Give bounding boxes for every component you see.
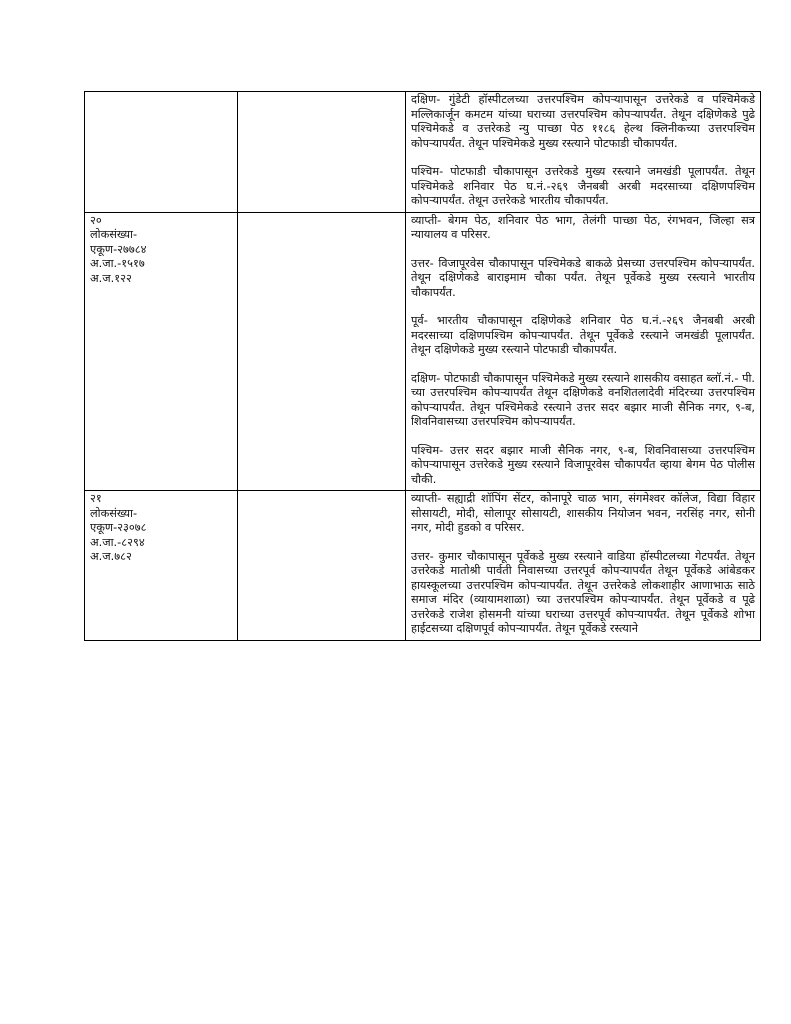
empty-cell	[238, 491, 406, 641]
boundary-paragraph: दक्षिण- गुंडेटी हॉस्पीटलच्या उत्तरपश्चिम कोपऱ्यापासून उत्तरेकडे व पश्चिमेकडे मल्लिकार्जून कमटम यांच्या घराच्या उत्तरपश्चिम कोपऱ्यापर्यंत. तेथून दक्षिणेकडे पुढे पश्चिमेकडे व उत्तरेकडे न्यु पाच्छा पेठ ११८६ हेल्थ क्लिनीकच्या उत्तरपश्चिम कोपऱ्यापर्यंत. तेथून पश्चिमेकडे मुख्य रस्त्याने पोटफाडी चौकापर्यंत.	[411, 93, 755, 150]
boundary-paragraph: पश्चिम- पोटफाडी चौकापासून उत्तरेकडे मुख्य रस्त्याने जमखंडी पूलापर्यंत. तेथून पश्चिमेकडे शनिवार पेठ घ.नं.-२६९ जैनबबी अरबी मदरसाच्या दक्षिणपश्चिम कोपऱ्यापर्यंत. तेथून उत्तरेकडे भारतीय चौकापर्यंत.	[411, 165, 755, 207]
ward-number: २१	[90, 492, 102, 505]
empty-cell	[238, 212, 406, 491]
population-total: एकूण-२७७८४	[90, 242, 147, 256]
population-st: अ.ज.१२२	[90, 271, 132, 285]
population-sc: अ.जा.-८२९४	[90, 535, 145, 549]
ward-boundary-table	[84, 91, 761, 641]
population-total: एकूण-२३०७८	[90, 521, 147, 534]
boundary-paragraph: व्याप्ती- सह्याद्री शॉपिंग सेंटर, कोनापूरे चाळ भाग, संगमेश्वर कॉलेज, विद्या विहार सोसायटी, मोदी, सोलापूर सोसायटी, शासकीय नियोजन भवन, नरसिंह नगर, सोनी नगर, मोदी हुडको व परिसर.	[411, 492, 755, 534]
population-label: लोकसंख्या-	[90, 506, 138, 520]
boundary-paragraph: उत्तर- विजापूरवेस चौकापासून पश्चिमेकडे बाकळे प्रेसच्या उत्तरपश्चिम कोपऱ्यापर्यंत. तेथून दक्षिणेकडे बाराइमाम चौका पर्यंत. तेथून पूर्वेकडे मुख्य रस्त्याने भारतीय चौकापर्यंत.	[411, 256, 755, 299]
boundary-paragraph: पूर्व- भारतीय चौकापासून दक्षिणेकडे शनिवार पेठ घ.नं.-२६९ जैनबबी अरबी मदरसाच्या दक्षिणपश्चिम कोपऱ्यापर्यंत. तेथून पूर्वेकडे रस्त्याने जमखंडी पूलापर्यंत. तेथून दक्षिणेकडे मुख्य रस्त्याने पोटफाडी चौकापर्यंत.	[411, 314, 755, 356]
population-label: लोकसंख्या-	[90, 228, 138, 241]
boundary-description-cell	[406, 92, 761, 213]
population-sc: अ.जा.-१५१७	[90, 257, 145, 270]
ward-row	[85, 92, 761, 213]
boundary-paragraph: पश्चिम- उत्तर सदर बझार माजी सैनिक नगर, ९-ब, शिवनिवासच्या उत्तरपश्चिम कोपऱ्यापासून उत्तरेकडे मुख्य रस्त्याने विजापूरवेस चौकापर्यंत व्हाया बेगम पेठ पोलीस चौकी.	[411, 443, 755, 486]
ward-info-cell	[85, 92, 238, 213]
boundary-paragraph: व्याप्ती- बेगम पेठ, शनिवार पेठ भाग, तेलंगी पाच्छा पेठ, रंगभवन, जिल्हा सत्र न्यायालय व परिसर.	[411, 213, 755, 241]
population-st: अ.ज.७८२	[90, 550, 132, 563]
ward-info-cell	[85, 491, 238, 641]
table-body	[85, 92, 761, 641]
boundary-paragraph: दक्षिण- पोटफाडी चौकापासून पश्चिमेकडे मुख्य रस्त्याने शासकीय वसाहत ब्लॉ.नं.- पी. च्या उत्तरपश्चिम कोपऱ्यापर्यंत तेथून दक्षिणेकडे वनशितलादेवी मंदिरच्या उत्तरपश्चिम कोपऱ्यापर्यंत. तेथून पश्चिमेकडे रस्त्याने उत्तर सदर बझार माजी सैनिक नगर, ९-ब, शिवनिवासच्या उत्तरपश्चिम कोपऱ्यापर्यंत.	[411, 371, 755, 428]
ward-row	[85, 212, 761, 491]
boundary-paragraph: उत्तर- कुमार चौकापासून पूर्वेकडे मुख्य रस्त्याने वाडिया हॉस्पीटलच्या गेटपर्यंत. तेथून उत्तरेकडे मातोश्री पार्वती निवासच्या उत्तरपूर्व कोपऱ्यापर्यंत तेथून पूर्वेकडे आंबेडकर हायस्कूलच्या उत्तरपश्चिम कोपऱ्यापर्यंत. तेथून उत्तरेकडे लोकशाहीर आणाभाऊ साठे समाज मंदिर (व्यायामशाळा) च्या उत्तरपश्चिम कोपऱ्यापर्यंत. तेथून पूर्वेकडे व पूढे उत्तरेकडे राजेश होसमनी यांच्या घराच्या उत्तरपूर्व कोपऱ्यापर्यंत. तेथून पूर्वेकडे शोभा हाईटसच्या दक्षिणपूर्व कोपऱ्यापर्यंत. तेथून पूर्वेकडे रस्त्याने	[411, 549, 755, 635]
ward-info-cell	[85, 212, 238, 491]
boundary-description-cell	[406, 212, 761, 491]
ward-number: २०	[90, 213, 102, 227]
boundary-description-cell	[406, 491, 761, 641]
empty-cell	[238, 92, 406, 213]
ward-row	[85, 491, 761, 641]
